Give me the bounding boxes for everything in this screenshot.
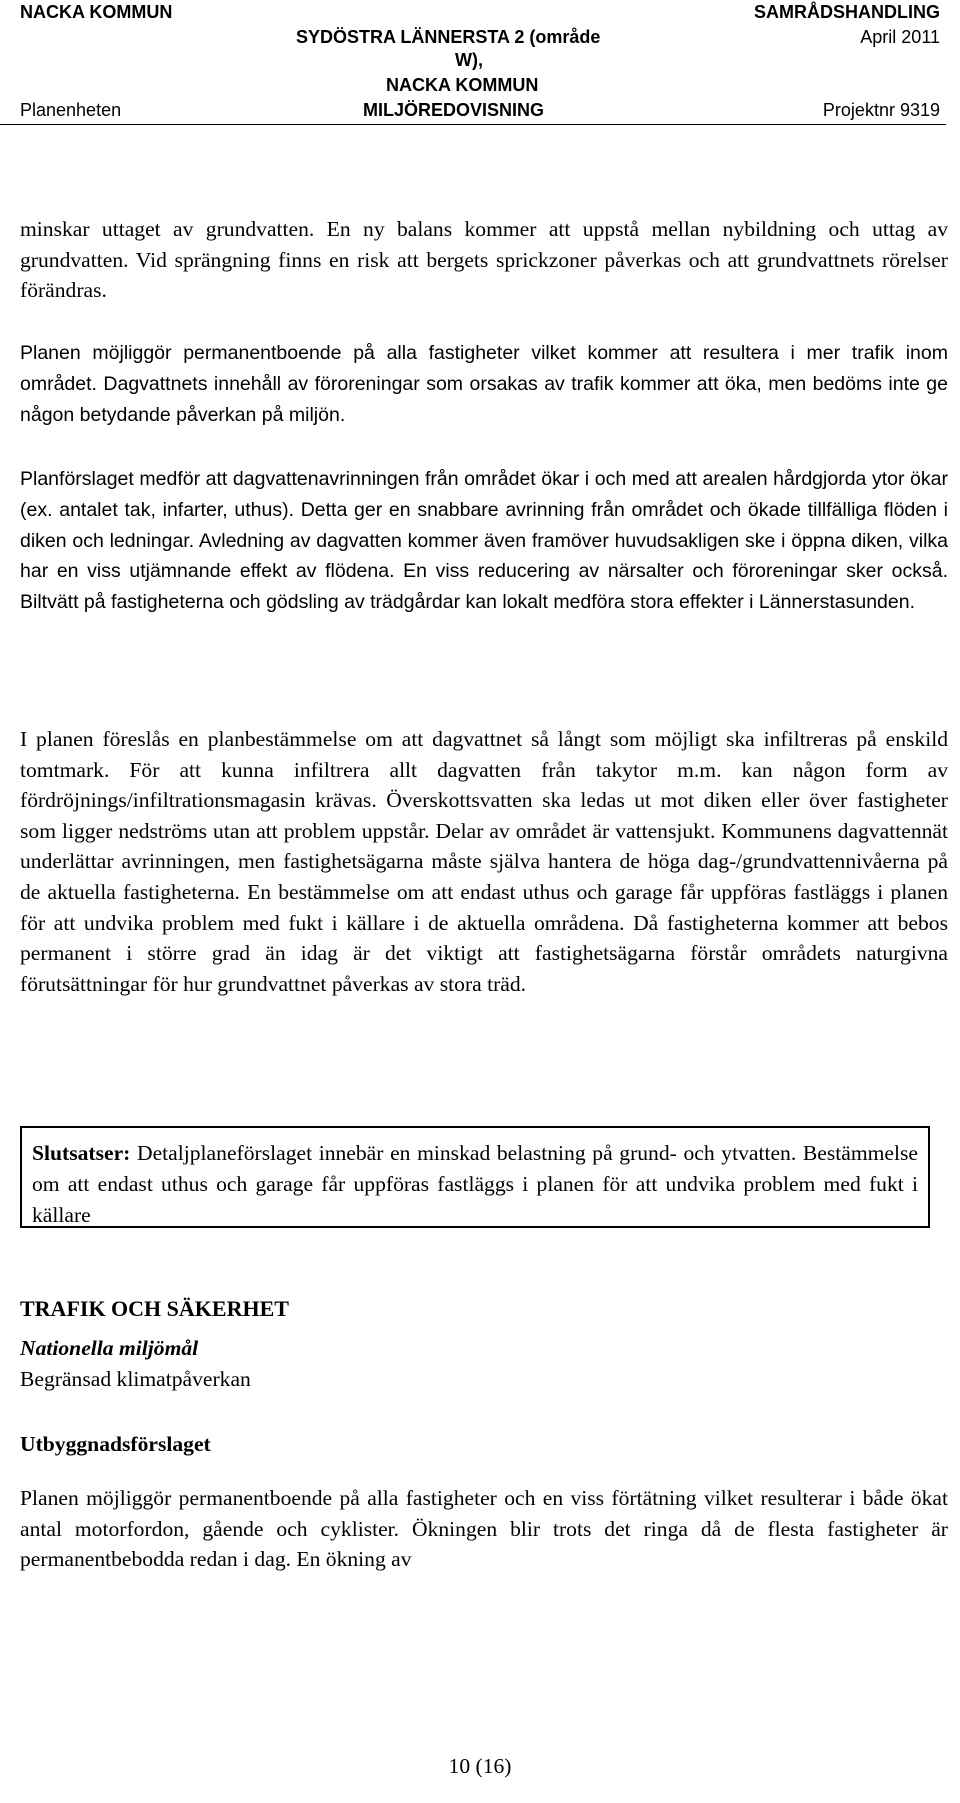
header-project-title: SYDÖSTRA LÄNNERSTA 2 (område bbox=[296, 27, 601, 47]
page-header bbox=[0, 0, 960, 126]
paragraph-infiltration: I planen föreslås en planbestämmelse om att dagvattnet så långt som möjligt ska infiltreras på enskild tomtmark. För att kunna infiltrera allt dagvatten från takytor m.m. kan någon form av fördröjnings/infiltrationsmagasin krävas. Överskottsvatten ska ledas ut mot diken eller över fastigheter som ligger nedströms utan att problem uppstår. Delar av området är vattensjukt. Kommunens dagvattennät underlättar avrinningen, men fastighetsägarna måste själva hantera de höga dag-/grundvattennivåerna på de aktuella fastigheterna. En bestämmelse om att endast uthus och garage får uppföras fastläggs i planen för att undvika problem med fukt i källare i de aktuella områdena. Då fastigheterna kommer att bebos permanent i större grad än idag är det viktigt att fastighetsägarna förstår områdets naturgivna förutsättningar för hur grundvattnet påverkas av stora träd. bbox=[20, 727, 948, 996]
header-project-title-cont: W), bbox=[455, 50, 483, 70]
header-municipality: NACKA KOMMUN bbox=[386, 75, 539, 95]
conclusion-text: Detaljplaneförslaget innebär en minskad belastning på grund- och ytvatten. Bestämmelse om att endast uthus och garage får uppföras fastläggs i planen för att undvika problem med fukt i källare bbox=[32, 1141, 918, 1227]
header-unit: Planenheten bbox=[20, 100, 122, 120]
goals-heading: Nationella miljömål bbox=[20, 1336, 199, 1360]
paragraph-groundwater: minskar uttaget av grundvatten. En ny balans kommer att uppstå mellan nybildning och uttag av grundvatten. Vid sprängning finns en risk att bergets sprickzoner påverkas och att grundvattnets rörelser förändras. bbox=[20, 217, 948, 303]
goals-text: Begränsad klimatpåverkan bbox=[20, 1367, 251, 1391]
conclusion-box bbox=[20, 1126, 930, 1228]
conclusion-label: Slutsatser: bbox=[32, 1141, 131, 1165]
proposal-text: Planen möjliggör permanentboende på alla fastigheter och en viss förtätning vilket resulterar i både ökat antal motorfordon, gående och cyklister. Ökningen blir trots det ringa då de flesta fastigheter är permanentbebodda redan i dag. En ökning av bbox=[20, 1486, 948, 1572]
header-doc-type: MILJÖREDOVISNING bbox=[363, 100, 545, 120]
proposal-heading: Utbyggnadsförslaget bbox=[20, 1432, 211, 1456]
header-divider bbox=[0, 124, 946, 125]
paragraph-traffic-runoff: Planen möjliggör permanentboende på alla fastigheter vilket kommer att resultera i mer trafik inom området. Dagvattnets innehåll av föroreningar som orsakas av trafik kommer att öka, men bedöms inte ge någon betydande påverkan på miljön. bbox=[20, 342, 948, 426]
header-org: NACKA KOMMUN bbox=[20, 2, 173, 22]
paragraph-stormwater: Planförslaget medför att dagvattenavrinningen från området ökar i och med att arealen hårdgjorda ytor ökar (ex. antalet tak, infarter, uthus). Detta ger en snabbare avrinning från området och ökade tillfälliga flöden i diken och ledningar. Avledning av dagvatten kommer även framöver huvudsakligen ske i öppna diken, vilka har en viss utjämnande effekt av flödena. En viss reducering av närsalter och föroreningar sker också. Biltvätt på fastigheterna och gödsling av trädgårdar kan lokalt medföra stora effekter i Lännerstasunden. bbox=[20, 468, 948, 614]
header-date: April 2011 bbox=[860, 27, 940, 47]
section-heading: TRAFIK OCH SÄKERHET bbox=[20, 1296, 289, 1321]
page-number: 10 (16) bbox=[448, 1754, 512, 1778]
header-project-number: Projektnr 9319 bbox=[822, 100, 940, 120]
header-status: SAMRÅDSHANDLING bbox=[754, 2, 940, 22]
